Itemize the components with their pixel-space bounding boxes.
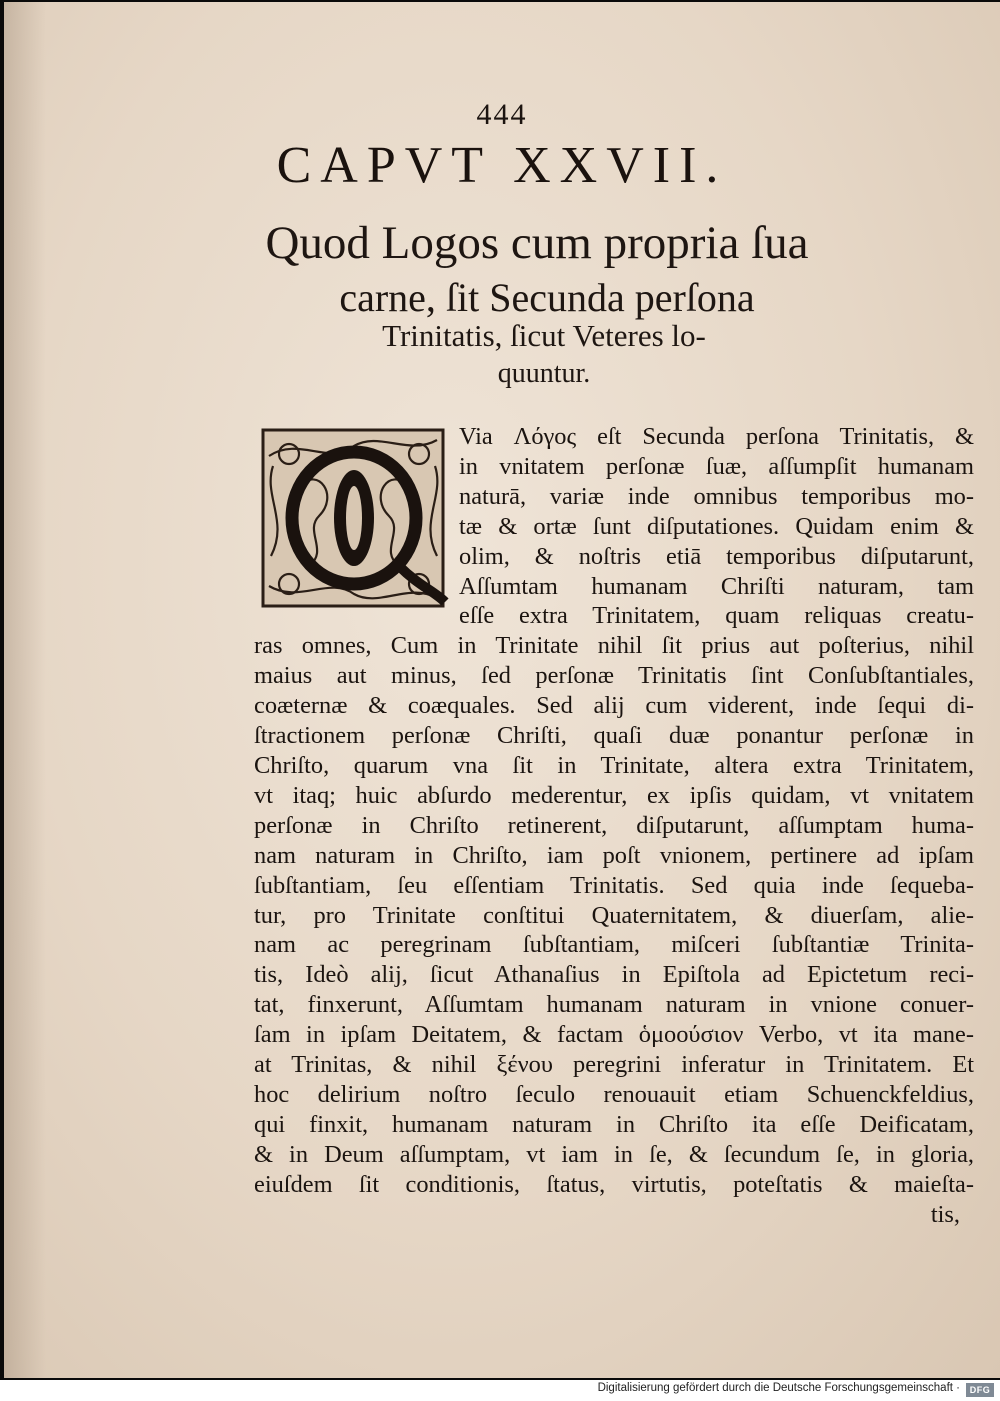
- text-line: eiuſdem ſit conditionis, ſtatus, virtutis, poteſtatis & maieſta-: [254, 1170, 974, 1198]
- text-line: Via Λόγος eſt Secunda perſona Trinitatis, &: [459, 423, 974, 450]
- text-line: nam ac peregrinam ſubſtantiam, miſceri ſubſtantiæ Trinita-: [254, 931, 974, 959]
- text-line: tis, Ideò alij, ſicut Athanaſius in Epiſtola ad Epictetum reci-: [254, 961, 974, 989]
- book-page: [4, 2, 1000, 1378]
- text-line: maius aut minus, ſed perſonæ Trinitatis ſint Conſubſtantiales,: [254, 662, 974, 690]
- heading-line-2: carne, ſit Secunda perſona: [339, 275, 755, 320]
- text-line: tæ & ortæ ſunt diſputationes. Quidam enim &: [459, 512, 974, 540]
- chapter-title: CAPVT XXVII.: [276, 137, 728, 194]
- text-line: vt itaq; huic abſurdo mederentur, ex ipſis quidam, vt vnitatem: [254, 781, 974, 809]
- text-line: at Trinitas, & nihil ξένου peregrini inferatur in Trinitatem. Et: [254, 1051, 974, 1079]
- text-line: tat, finxerunt, Aſſumtam humanam naturam in vnione conuer-: [254, 991, 974, 1019]
- catchword: tis,: [930, 1200, 960, 1228]
- text-line: eſſe extra Trinitatem, quam reliquas creatu-: [459, 602, 974, 630]
- text-line: hoc delirium noſtro ſeculo renouauit etiam Schuenckfeldius,: [254, 1080, 974, 1108]
- text-line: Chriſto, quarum vna ſit in Trinitate, altera extra Trinitatem,: [254, 751, 974, 779]
- heading-line-1: Quod Logos cum propria ſua: [265, 217, 809, 269]
- text-line: naturā, variæ inde omnibus temporibus mo-: [459, 482, 974, 510]
- text-line: Aſſumtam humanam Chriſti naturam, tam: [459, 572, 974, 600]
- text-line: coæternæ & coæquales. Sed alij cum viderent, inde ſequi di-: [254, 692, 974, 720]
- heading-line-4: quuntur.: [497, 358, 591, 389]
- text-line: qui finxit, humanam naturam in Chriſto ita eſſe Deificatam,: [254, 1110, 974, 1138]
- footer-bar: [0, 1380, 1000, 1401]
- text-line: ras omnes, Cum in Trinitate nihil ſit prius aut poſterius, nihil: [254, 632, 974, 660]
- dfg-logo-icon: DFG: [966, 1383, 994, 1397]
- heading-line-3: Trinitatis, ſicut Veteres lo‑: [382, 318, 706, 353]
- text-line: olim, & noſtris etiā temporibus diſputarunt,: [459, 542, 974, 570]
- text-line: & in Deum aſſumptam, vt iam in ſe, & ſecundum ſe, in gloria,: [254, 1140, 974, 1168]
- text-line: perſonæ in Chriſto retinerent, diſputarunt, aſſumptam huma-: [254, 811, 974, 839]
- text-line: ſubſtantiam, ſeu eſſentiam Trinitatis. Sed quia inde ſequeba-: [254, 871, 974, 899]
- footer-credit: Digitalisierung gefördert durch die Deutsche Forschungsgemeinschaft ·: [597, 1382, 960, 1394]
- text-line: nam naturam in Chriſto, iam poſt vnionem, pertinere ad ipſam: [254, 841, 974, 869]
- body-text: [254, 422, 974, 1229]
- text-line: ſtractionem perſonæ Chriſti, quaſi duæ ponantur perſonæ in: [254, 722, 974, 750]
- text-line: in vnitatem perſonæ ſuæ, aſſumpſit humanam: [459, 452, 974, 480]
- page-number: 444: [476, 98, 528, 131]
- text-line: tur, pro Trinitate conſtitui Quaternitatem, & diuerſam, alie-: [254, 901, 974, 929]
- text-line: ſam in ipſam Deitatem, & factam ὁμοούσιον Verbo, vt ita mane-: [254, 1021, 974, 1049]
